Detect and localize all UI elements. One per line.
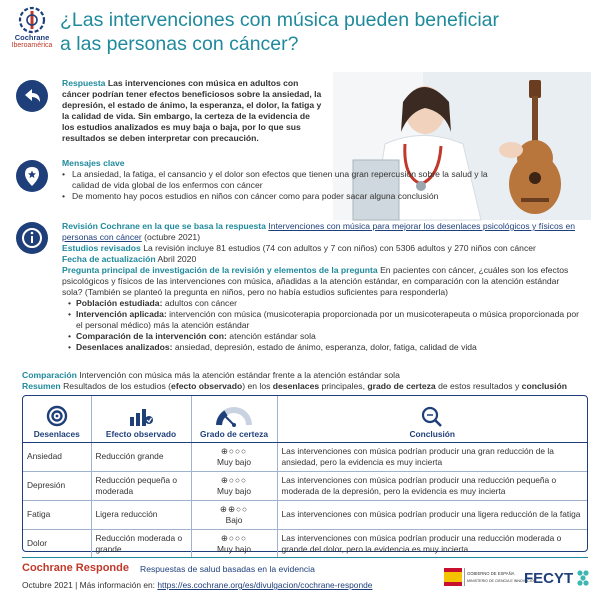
comparison-section [22, 370, 592, 392]
comparison-label: Comparación [22, 370, 77, 380]
review-base-label: Revisión Cochrane en la que se basa la respuesta [62, 221, 266, 231]
svg-text:MINISTERIO DE CIENCIA E INNOVA: MINISTERIO DE CIENCIA E INNOVACIÓN [467, 579, 537, 583]
reply-arrow-icon [16, 80, 48, 112]
magnifier-icon [420, 405, 444, 427]
update-date-label: Fecha de actualización [62, 254, 156, 264]
header-effect: Efecto observado [91, 396, 191, 442]
logo-subtext: Iberoamérica [11, 42, 53, 49]
answer-heading: Respuesta [62, 78, 106, 88]
logo-text: Cochrane [14, 33, 50, 42]
answer-text: Las intervenciones con música en adultos con cáncer podrían tener efectos beneficiosos sobre la ansiedad, la depresión, el estado de ánimo, la esperanza, el dolor, la fatiga y la calidad de vida. Sin embargo, la certeza de la evidencia de los estudios analizados es muy baja o baja, por lo que sus resultados se deben interpretar con precaución. [62, 78, 322, 143]
gauge-icon [216, 405, 252, 427]
target-icon [46, 405, 68, 427]
cochrane-logo [8, 6, 56, 58]
summary-text: Resultados de los estudios (efecto observado) en los desenlaces principales, grado de certeza de estos resultados y conclusión [63, 381, 568, 391]
studies-label: Estudios revisados [62, 243, 141, 253]
research-question-text: En pacientes con cáncer, ¿cuáles son los efectos psicológicos y físicos de las intervenciones con música, añadidas a la atención estándar, en comparación con la atención estándar sola? (También se planteó la pregunta en niños, pero no había estudios suficientes para responderla) [62, 265, 569, 297]
svg-text:FECYT: FECYT [524, 570, 574, 587]
footer-info: Octubre 2021 | Más información en: https://es.cochrane.org/es/divulgacion/cochrane-responde [22, 580, 373, 590]
question-element-item: • Desenlaces analizados: ansiedad, depresión, estado de ánimo, esperanza, dolor, fatiga, calidad de vida [68, 342, 582, 353]
page-title: ¿Las intervenciones con música pueden beneficiar a las personas con cáncer? [60, 9, 500, 55]
key-message-item: • La ansiedad, la fatiga, el cansancio y el dolor son efectos que tienen una gran repercusión sobre la salud y la calidad de vida global de los enfermos con cáncer [62, 169, 582, 191]
cochrane-logo-icon [18, 6, 46, 34]
footer-more-label: Más información en: [79, 580, 156, 590]
svg-text:GOBIERNO DE ESPAÑA: GOBIERNO DE ESPAÑA [467, 571, 515, 576]
table-row: Fatiga Ligera reducción ⊕⊕○○ Bajo Las intervenciones con música podrían producir una ligera reducción de la fatiga [23, 500, 587, 529]
results-table [22, 395, 588, 552]
footer-divider [22, 557, 588, 558]
table-header-row [23, 396, 587, 442]
footer-subtitle: Respuestas de salud basadas en la evidencia [140, 564, 315, 574]
table-row: Depresión Reducción pequeña o moderada ⊕○○○ Muy bajo Las intervenciones con música podrían producir una reducción pequeña o moderada de la depresión, pero la evidencia es muy incierta [23, 471, 587, 500]
comparison-text: Intervención con música más la atención estándar frente a la atención estándar sola [79, 370, 400, 380]
answer-section [62, 78, 324, 144]
question-element-item: • Población estudiada: adultos con cáncer [68, 298, 582, 309]
header-conclusion: Conclusión [277, 396, 587, 442]
review-date: (octubre 2021) [144, 232, 201, 242]
research-question-label: Pregunta principal de investigación de la revisión y elementos de la pregunta [62, 265, 378, 275]
review-link[interactable]: Intervenciones con música para mejorar los desenlaces psicológicos y físicos en personas con cáncer [62, 221, 576, 242]
gobierno-espana-logo [444, 565, 537, 589]
key-message-item: • De momento hay pocos estudios en niños con cáncer como para poder sacar alguna conclusión [62, 191, 582, 202]
footer-title: Cochrane Responde [22, 562, 129, 574]
update-date-text: Abril 2020 [157, 254, 197, 264]
footer-url-link[interactable]: https://es.cochrane.org/es/divulgacion/cochrane-responde [157, 580, 373, 590]
header-outcomes: Desenlaces [23, 396, 91, 442]
table-row: Ansiedad Reducción grande ⊕○○○ Muy bajo Las intervenciones con música podrían producir una gran reducción de la ansiedad, pero la evidencia es muy incierta [23, 442, 587, 471]
info-icon [16, 222, 48, 254]
key-messages-heading: Mensajes clave [62, 158, 125, 168]
question-element-item: • Intervención aplicada: intervención con música (musicoterapia proporcionada por un musicoterapeuta o música proporcionada por el personal médico) más la atención estándar [68, 309, 582, 331]
studies-text: La revisión incluye 81 estudios (74 con adultos y 7 con niños) con 5306 adultos y 270 niños con cáncer [143, 243, 536, 253]
question-element-item: • Comparación de la intervención con: atención estándar sola [68, 331, 582, 342]
header-certainty: Grado de certeza [191, 396, 277, 442]
key-messages-section [62, 158, 582, 202]
bar-chart-icon [128, 405, 154, 427]
review-section [62, 221, 582, 353]
location-pin-star-icon [16, 160, 48, 192]
summary-label: Resumen [22, 381, 61, 391]
fecyt-logo [524, 565, 592, 591]
footer-date: Octubre 2021 [22, 580, 73, 590]
table-row: Dolor Reducción moderada o grande ⊕○○○ Muy bajo Las intervenciones con música podrían producir una reducción moderada o grande del dolor, pero la evidencia es muy incierta [23, 529, 587, 558]
